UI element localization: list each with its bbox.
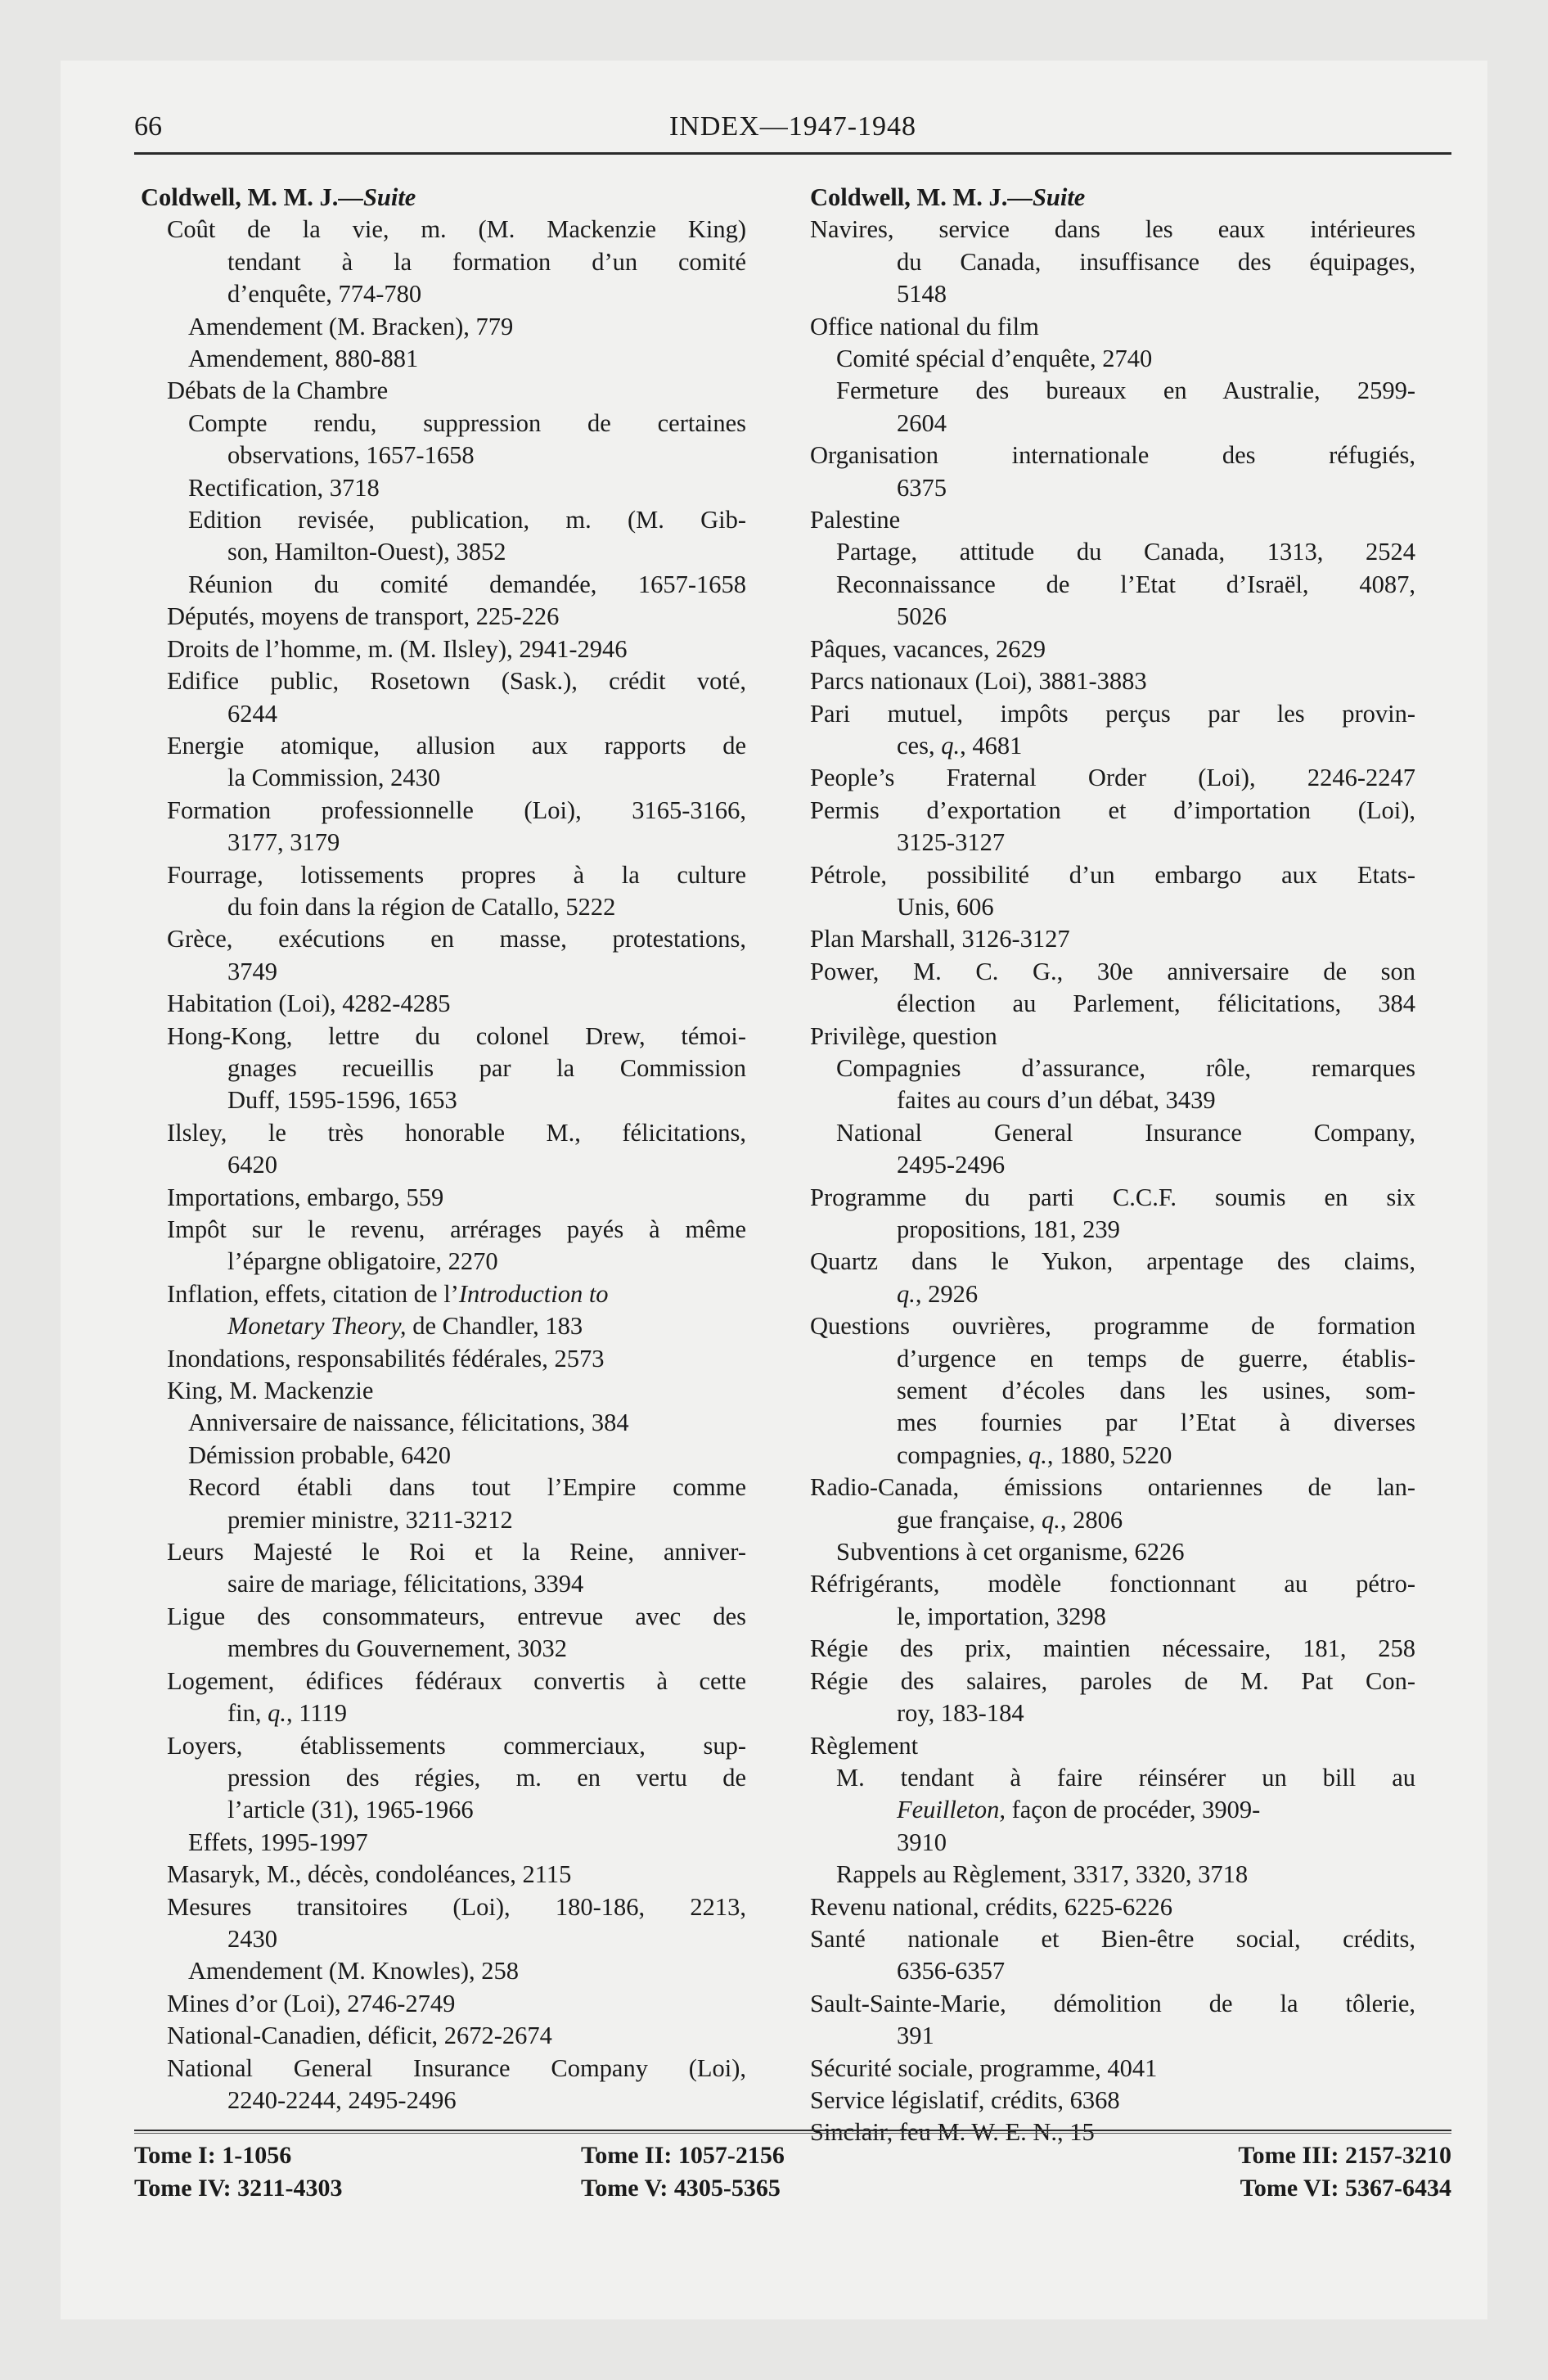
question-marker: q. [268,1699,287,1728]
index-page [61,61,1487,2319]
index-entry: Amendement (M. Knowles), 258 [188,1957,520,1986]
index-entry: 6244 [227,699,277,728]
index-entry: Radio-Canada, émissions ontariennes de lan- [810,1473,1415,1502]
index-entry: Ligue des consommateurs, entrevue avec des [167,1602,746,1630]
volume-range [1238,2139,1451,2172]
volume-label: Tome II: [581,2142,673,2169]
index-entry: Masaryk, M., décès, condoléances, 2115 [167,1860,572,1889]
index-entry: Service législatif, crédits, 6368 [810,2085,1120,2114]
index-entry: Partage, attitude du Canada, 1313, 2524 [836,538,1415,566]
index-entry: Programme du parti C.C.F. soumis en six [810,1183,1415,1211]
index-entry: tendant à la formation d’un comité [227,247,746,276]
volume-pages: 3211-4303 [237,2175,343,2202]
volume-range [581,2139,785,2172]
index-entry: 5026 [897,602,947,631]
index-entry: Effets, 1995-1997 [188,1828,368,1856]
index-entry: King, M. Mackenzie [167,1377,374,1405]
index-entry: d’urgence en temps de guerre, établis- [897,1344,1415,1373]
entry-title-italic: Introduction to [458,1279,609,1308]
index-entry: Organisation internationale des réfugiés, [810,441,1415,470]
index-entry: Pari mutuel, impôts perçus par les provin- [810,699,1415,728]
index-entry [141,1310,746,1342]
index-entry: Sault-Sainte-Marie, démolition de la tôlerie, [810,1989,1415,2017]
heading-suite: —Suite [338,183,416,211]
entry-text: , 2926 [915,1279,979,1308]
index-entry: faites au cours d’un débat, 3439 [897,1086,1216,1115]
left-column [141,182,746,2116]
column-heading [141,182,746,214]
index-entry: élection au Parlement, félicitations, 384 [897,989,1415,1018]
index-entry: Energie atomique, allusion aux rapports de [167,731,746,760]
footer-rule-thin [134,2133,1451,2134]
index-entry: National-Canadien, déficit, 2672-2674 [167,2022,552,2050]
index-entry: le, importation, 3298 [897,1602,1106,1630]
entry-text: compagnies, [897,1440,1028,1469]
index-entry: Grèce, exécutions en masse, protestations, [167,925,746,953]
index-entry: Débats de la Chambre [167,376,389,405]
heading-name: Coldwell, M. M. J. [141,183,339,211]
index-entry: M. tendant à faire réinsérer un bill au [836,1763,1415,1792]
index-entry: Formation professionnelle (Loi), 3165-3166, [167,796,746,824]
index-entry: Leurs Majesté le Roi et la Reine, anniver- [167,1538,746,1566]
index-entry: Députés, moyens de transport, 225-226 [167,602,560,631]
volume-label: Tome III: [1238,2142,1339,2169]
entry-text: gue française, [897,1505,1042,1534]
index-entry: Rappels au Règlement, 3317, 3320, 3718 [836,1860,1249,1889]
index-entry: National General Insurance Company, [836,1118,1415,1147]
index-entry [810,730,1415,762]
entry-text: , 4681 [960,731,1023,760]
volume-range [1240,2172,1451,2205]
entry-title-italic: Monetary Theory, [227,1312,407,1341]
column-heading [810,182,1415,214]
index-entry: Régie des salaires, paroles de M. Pat Con- [810,1666,1415,1695]
heading-name: Coldwell, M. M. J. [810,183,1008,211]
index-entry: Unis, 606 [897,892,994,921]
entry-text: , 2806 [1060,1505,1123,1534]
index-entry: Règlement [810,1731,919,1760]
entry-text: de Chandler, 183 [412,1312,583,1341]
index-entry: Rectification, 3718 [188,473,380,502]
index-entry: 3125-3127 [897,828,1006,857]
page-number: 66 [134,111,162,142]
index-entry: membres du Gouvernement, 3032 [227,1634,568,1663]
index-entry: Loyers, établissements commerciaux, sup- [167,1731,746,1760]
index-entry: Subventions à cet organisme, 6226 [836,1538,1185,1566]
index-entry: Démission probable, 6420 [188,1440,452,1469]
index-entry: Importations, embargo, 559 [167,1183,444,1211]
index-entry: Fermeture des bureaux en Australie, 2599- [836,376,1415,405]
index-entry: Ilsley, le très honorable M., félicitations, [167,1118,746,1147]
index-entry: Amendement, 880-881 [188,345,419,373]
index-entry: Logement, édifices fédéraux convertis à cette [167,1666,746,1695]
index-entry: Pâques, vacances, 2629 [810,634,1046,663]
footer-rule [134,2130,1451,2131]
index-entry: Parcs nationaux (Loi), 3881-3883 [810,667,1147,696]
index-entry: mes fournies par l’Etat à diverses [897,1409,1415,1437]
index-entry: 3910 [897,1828,947,1856]
index-entry [810,1794,1415,1826]
index-entry: son, Hamilton-Ouest), 3852 [227,538,506,566]
index-entry: Plan Marshall, 3126-3127 [810,925,1070,953]
volume-range [134,2139,291,2172]
index-entry: premier ministre, 3211-3212 [227,1505,513,1534]
index-entry: Record établi dans tout l’Empire comme [188,1473,746,1502]
index-entry: Office national du film [810,312,1039,340]
index-entry: 6420 [227,1151,277,1179]
entry-title-italic: Feuilleton, [897,1796,1006,1824]
index-entry: d’enquête, 774-780 [227,280,422,309]
index-entry: Navires, service dans les eaux intérieures [810,215,1415,244]
index-entry: Palestine [810,506,901,534]
volume-range [134,2172,342,2205]
index-entry [141,1278,746,1310]
index-entry: Impôt sur le revenu, arrérages payés à même [167,1215,746,1243]
volume-pages: 1-1056 [222,2142,292,2169]
index-entry: Coût de la vie, m. (M. Mackenzie King) [167,215,746,244]
index-entry: Santé nationale et Bien-être social, crédits, [810,1924,1415,1953]
index-entry: 391 [897,2022,934,2050]
index-entry: 3749 [227,957,277,985]
volume-label: Tome VI: [1240,2175,1339,2202]
entry-text: fin, [227,1699,268,1728]
index-entry: du Canada, insuffisance des équipages, [897,247,1415,276]
index-entry: Revenu national, crédits, 6225-6226 [810,1892,1172,1921]
question-marker: q. [1041,1505,1060,1534]
index-entry: 2240-2244, 2495-2496 [227,2085,457,2114]
index-entry: l’article (31), 1965-1966 [227,1796,474,1824]
index-entry: Reconnaissance de l’Etat d’Israël, 4087, [836,570,1415,598]
index-entry: saire de mariage, félicitations, 3394 [227,1570,584,1598]
entry-text: ces, [897,731,942,760]
volume-pages: 4305-5365 [673,2175,781,2202]
index-entry: Duff, 1595-1596, 1653 [227,1086,457,1115]
index-entry: Réunion du comité demandée, 1657-1658 [188,570,746,598]
index-entry: Permis d’exportation et d’importation (Loi), [810,796,1415,824]
index-entry: Réfrigérants, modèle fonctionnant au pétro- [810,1570,1415,1598]
index-entry: Edifice public, Rosetown (Sask.), crédit voté, [167,667,746,696]
index-entry [141,1697,746,1729]
heading-suite: —Suite [1007,183,1086,211]
question-marker: q. [941,731,961,760]
index-entry: Compagnies d’assurance, rôle, remarques [836,1053,1415,1082]
index-entry: Régie des prix, maintien nécessaire, 181, 258 [810,1634,1415,1663]
right-column [810,182,1415,2149]
index-entry: roy, 183-184 [897,1699,1024,1728]
index-entry: Edition revisée, publication, m. (M. Gib- [188,506,746,534]
index-entry: 2430 [227,1924,277,1953]
index-entry: la Commission, 2430 [227,764,441,792]
entry-text: , 1119 [286,1699,348,1728]
index-entry: Quartz dans le Yukon, arpentage des claims, [810,1247,1415,1276]
index-entry: Anniversaire de naissance, félicitations, 384 [188,1409,629,1437]
question-marker: q. [897,1279,916,1308]
volume-label: Tome V: [581,2175,668,2202]
volume-label: Tome I: [134,2142,216,2169]
index-entry: Questions ouvrières, programme de formation [810,1312,1415,1341]
index-entry: Amendement (M. Bracken), 779 [188,312,514,340]
index-entry: pression des régies, m. en vertu de [227,1763,746,1792]
volume-label: Tome IV: [134,2175,232,2202]
index-entry: 2604 [897,408,947,437]
index-entry: Mesures transitoires (Loi), 180-186, 2213, [167,1892,746,1921]
index-entry: propositions, 181, 239 [897,1215,1120,1243]
index-entry: Hong-Kong, lettre du colonel Drew, témoi- [167,1021,746,1050]
index-entry: 2495-2496 [897,1151,1006,1179]
index-entry: Sécurité sociale, programme, 4041 [810,2053,1158,2082]
index-entry: sement d’écoles dans les usines, som- [897,1377,1415,1405]
index-entry: l’épargne obligatoire, 2270 [227,1247,498,1276]
index-entry: du foin dans la région de Catallo, 5222 [227,892,616,921]
index-entry [810,1504,1415,1536]
question-marker: q. [1028,1440,1047,1469]
index-entry: Mines d’or (Loi), 2746-2749 [167,1989,456,2017]
index-entry: 6375 [897,473,947,502]
index-entry: National General Insurance Company (Loi), [167,2053,746,2082]
entry-text: façon de procéder, 3909- [1005,1796,1261,1824]
entry-text: Inflation, effets, citation de l’ [167,1279,459,1308]
index-entry: 5148 [897,280,947,309]
index-entry: Privilège, question [810,1021,997,1050]
index-entry: gnages recueillis par la Commission [227,1053,746,1082]
index-entry: Pétrole, possibilité d’un embargo aux Etats- [810,860,1415,889]
volume-pages: 2157-3210 [1345,2142,1451,2169]
volume-range [581,2172,781,2205]
index-entry: 6356-6357 [897,1957,1006,1986]
index-entry: Power, M. C. G., 30e anniversaire de son [810,957,1415,985]
volume-pages: 5367-6434 [1345,2175,1451,2202]
entry-text: , 1880, 5220 [1046,1440,1172,1469]
index-entry: Inondations, responsabilités fédérales, 2573 [167,1344,605,1373]
index-entry: People’s Fraternal Order (Loi), 2246-2247 [810,764,1415,792]
index-entry [810,1278,1415,1310]
index-entry: Fourrage, lotissements propres à la culture [167,860,746,889]
index-entry: 3177, 3179 [227,828,340,857]
header-rule [134,152,1451,155]
index-entry: Droits de l’homme, m. (M. Ilsley), 2941-2946 [167,634,628,663]
volume-pages: 1057-2156 [677,2142,785,2169]
index-entry: Compte rendu, suppression de certaines [188,408,746,437]
index-entry [810,1440,1415,1472]
index-entry: Comité spécial d’enquête, 2740 [836,345,1153,373]
index-entry: observations, 1657-1658 [227,441,475,470]
page-title: INDEX—1947-1948 [668,111,917,142]
index-entry: Habitation (Loi), 4282-4285 [167,989,451,1018]
